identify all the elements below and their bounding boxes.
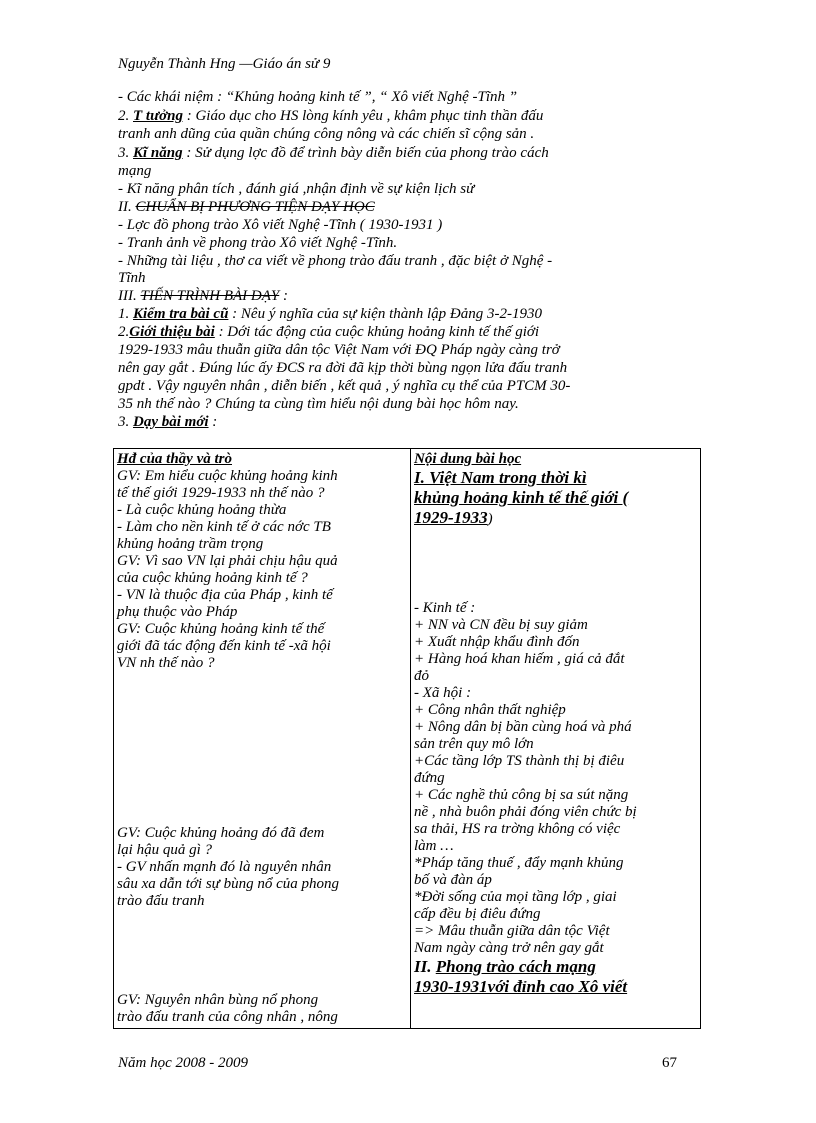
- new-lesson-heading: 3. Dạy bài mới :: [118, 414, 218, 430]
- content-line: + Công nhân thất nghiệp: [414, 702, 566, 718]
- content-line: +Các tầng lớp TS thành thị bị điêu: [414, 753, 625, 769]
- content-line: => Mâu thuẫn giữa dân tộc Việt: [414, 923, 610, 939]
- section-1-title-cont: khủng hoảng kinh tế thế giới (: [414, 488, 629, 507]
- left-line: GV: Cuộc khủng hoảng kinh tế thế: [117, 621, 325, 637]
- text-line: mạng: [118, 163, 152, 179]
- text-line: - Tranh ảnh về phong trào Xô viết Nghệ -Tĩnh.: [118, 235, 398, 251]
- left-line: của cuộc khủng hoảng kinh tế ?: [117, 570, 308, 586]
- content-line: bố và đàn áp: [414, 872, 492, 888]
- content-line: nề , nhà buôn phải đóng viên chức bị: [414, 804, 637, 820]
- left-line: khủng hoảng trầm trọng: [117, 536, 264, 552]
- text-line: nên gay gắt . Đúng lúc ấy ĐCS ra đời đã kịp thời bùng ngọn lửa đấu tranh: [118, 360, 568, 376]
- right-column-header: Nội dung bài học: [414, 451, 522, 467]
- text-line: - Lợc đồ phong trào Xô viết Nghệ -Tĩnh ( 1930-1931 ): [118, 217, 443, 233]
- content-line: sản trên quy mô lớn: [414, 736, 534, 752]
- objective-concepts: - Các khái niệm : “Khủng hoảng kinh tế ”, “ Xô viết Nghệ -Tĩnh ”: [118, 89, 518, 105]
- content-line: *Pháp tăng thuế , đẩy mạnh khủng: [414, 855, 624, 871]
- content-line: - Kinh tế :: [414, 600, 476, 616]
- review-question: 1. Kiểm tra bài cũ : Nêu ý nghĩa của sự kiện thành lập Đảng 3-2-1930: [118, 306, 542, 322]
- content-line: *Đời sống của mọi tầng lớp , giai: [414, 889, 617, 905]
- left-line: VN nh thế nào ?: [117, 655, 215, 671]
- section-2-title: II. Phong trào cách mạng: [414, 957, 596, 976]
- lesson-table: [113, 448, 701, 1029]
- text-line: 1929-1933 mâu thuẫn giữa dân tộc Việt Nam với ĐQ Pháp ngày càng trở: [118, 342, 560, 358]
- left-line: giới đã tác động đến kinh tế -xã hội: [117, 638, 331, 654]
- section-2-title-cont: 1930-1931với đỉnh cao Xô viết: [414, 977, 628, 996]
- content-line: - Xã hội :: [414, 685, 472, 701]
- footer-school-year: Năm học 2008 - 2009: [118, 1055, 248, 1071]
- section-heading-ii: II. CHUẨN BỊ PHƯƠNG TIỆN DẠY HỌC: [118, 199, 375, 215]
- text-line: - Những tài liệu , thơ ca viết về phong trào đấu tranh , đặc biệt ở Nghệ -: [118, 253, 553, 269]
- left-column-header: Hđ của thầy và trò: [117, 451, 232, 467]
- left-line: - VN là thuộc địa của Pháp , kinh tế: [117, 587, 333, 603]
- text-line: gpdt . Vậy nguyên nhân , diễn biến , kết quả , ý nghĩa cụ thể của PTCM 30-: [118, 378, 571, 394]
- content-line: + Nông dân bị bần cùng hoá và phá: [414, 719, 632, 735]
- left-line: sâu xa dẫn tới sự bùng nổ của phong: [117, 876, 340, 892]
- content-line: làm …: [414, 838, 454, 854]
- content-line: + NN và CN đều bị suy giảm: [414, 617, 588, 633]
- left-line: GV: Nguyên nhân bùng nổ phong: [117, 992, 319, 1008]
- objective-thought: 2. T tưởng : Giáo dục cho HS lòng kính yêu , khâm phục tinh thần đấu: [118, 108, 544, 124]
- content-line: sa thải, HS ra trờng không có việc: [414, 821, 621, 837]
- section-1-title: I. Việt Nam trong thời kì: [414, 468, 587, 487]
- left-line: GV: Cuộc khủng hoảng đó đã đem: [117, 825, 325, 841]
- content-line: Nam ngày càng trở nên gay gắt: [414, 940, 604, 956]
- page-number: 67: [662, 1055, 677, 1071]
- left-line: lại hậu quả gì ?: [117, 842, 213, 858]
- content-line: + Hàng hoá khan hiếm , giá cả đắt: [414, 651, 625, 667]
- content-line: + Các nghề thủ công bị sa sút nặng: [414, 787, 629, 803]
- text-line: tranh anh dũng của quần chúng công nông và các chiến sĩ cộng sản .: [118, 126, 535, 142]
- text-line: - Kĩ năng phân tích , đánh giá ,nhận định về sự kiện lịch sử: [118, 181, 475, 197]
- lesson-content-column: [411, 449, 701, 1029]
- content-line: cấp đều bị điêu đứng: [414, 906, 541, 922]
- left-line: phụ thuộc vào Pháp: [117, 604, 238, 620]
- lesson-intro: 2.Giới thiệu bài : Dới tác động của cuộc khủng hoảng kinh tế thế giới: [118, 324, 540, 340]
- left-line: - Làm cho nền kinh tế ở các nớc TB: [117, 519, 331, 535]
- objective-skill: 3. Kĩ năng : Sử dụng lợc đồ để trình bày diễn biến của phong trào cách: [118, 145, 549, 161]
- section-1-years: 1929-1933): [414, 508, 493, 527]
- teacher-student-column: [114, 449, 411, 1029]
- text-line: Tĩnh: [118, 270, 146, 286]
- content-line: đỏ: [414, 668, 429, 684]
- left-line: tế thế giới 1929-1933 nh thế nào ?: [117, 485, 325, 501]
- left-line: GV: Vì sao VN lại phải chịu hậu quả: [117, 553, 338, 569]
- text-line: 35 nh thế nào ? Chúng ta cùng tìm hiểu nội dung bài học hôm nay.: [118, 396, 519, 412]
- section-heading-iii: III. TIẾN TRÌNH BÀI DẠY :: [118, 288, 288, 304]
- left-line: trào đấu tranh của công nhân , nông: [117, 1009, 338, 1025]
- content-line: đứng: [414, 770, 445, 786]
- content-line: + Xuất nhập khẩu đình đốn: [414, 634, 580, 650]
- left-line: GV: Em hiểu cuộc khủng hoảng kinh: [117, 468, 338, 484]
- left-line: trào đấu tranh: [117, 893, 205, 909]
- left-line: - Là cuộc khủng hoảng thừa: [117, 502, 287, 518]
- left-line: - GV nhấn mạnh đó là nguyên nhân: [117, 859, 332, 875]
- page-header: Nguyễn Thành Hng —Giáo án sử 9: [118, 56, 331, 72]
